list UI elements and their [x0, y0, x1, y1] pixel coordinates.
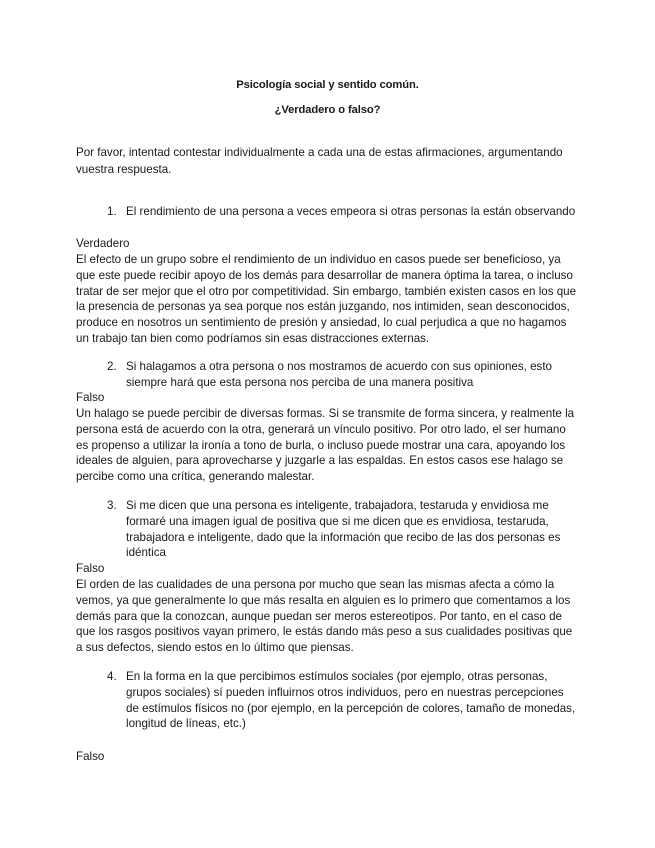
- question-1-explanation: El efecto de un grupo sobre el rendimiento de un individuo en casos puede ser beneficioso, ya que este puede recibir apoyo de los demás para desarrollar de manera óptima la tarea, o incluso tratar de ser mejor que el otro por competitividad. Sin embargo, también existen casos en los que la presencia de personas ya sea porque nos están juzgando, nos intimiden, sean desconocidos, produce en nosotros un sentimiento de presión y ansiedad, lo cual perjudica a que no hagamos un trabajo tan bien como podríamos sin esas distracciones externas.: [76, 253, 577, 345]
- question-4-statement: En la forma en la que percibimos estímulos sociales (por ejemplo, otras personas, grupos sociales) sí pueden influirnos otros individuos, pero en nuestras percepciones de estímulos físicos no (por ejemplo, en la percepción de colores, tamaño de monedas, longitud de líneas, etc.): [126, 670, 576, 731]
- question-4: [107, 669, 577, 732]
- question-1-answer: Verdadero: [76, 237, 130, 250]
- question-4-number: 4.: [107, 670, 117, 683]
- question-3-answer: Falso: [76, 562, 105, 575]
- question-2-explanation: Un halago se puede percibir de diversas formas. Si se transmite de forma sincera, y realmente la persona está de acuerdo con la otra, generará un vínculo positivo. Por otro lado, el ser humano es propenso a utilizar la ironía a tono de burla, o incluso puede mostrar una cara, apoyando los ideales de alguien, para aprovecharse y juzgarle a las espaldas. En estos casos ese halago se percibe como una crítica, generando malestar.: [76, 407, 575, 484]
- question-3-statement: Si me dicen que una persona es inteligente, trabajadora, testaruda y envidiosa me formaré una imagen igual de positiva que si me dicen que es envidiosa, testaruda, trabajadora e inteligente, dado que la información que recibo de las dos personas es idéntica: [126, 499, 561, 560]
- document-title: Psicología social y sentido común.: [236, 79, 419, 91]
- question-3: [107, 498, 577, 561]
- question-3-explanation: El orden de las cualidades de una persona por mucho que sean las mismas afecta a cómo la vemos, ya que generalmente lo que más resalta en alguien es lo primero que comentamos a los demás para que la conozcan, aunque puedan ser meros estereotipos. Por tanto, en el caso de que los rasgos positivos vayan primero, le estás dando más peso a sus cualidades positivas que a sus defectos, siendo estos en lo último que piensas.: [76, 578, 573, 655]
- question-2: [107, 359, 577, 391]
- question-2-statement: Si halagamos a otra persona o nos mostramos de acuerdo con sus opiniones, esto siempre hará que esta persona nos perciba de una manera positiva: [126, 360, 552, 389]
- question-2-answer: Falso: [76, 391, 105, 404]
- question-1-number: 1.: [107, 205, 117, 218]
- question-1: [107, 204, 577, 220]
- question-2-number: 2.: [107, 360, 117, 373]
- intro-paragraph: Por favor, intentad contestar individualmente a cada una de estas afirmaciones, argumentando vuestra respuesta.: [76, 146, 563, 176]
- question-4-answer: Falso: [76, 750, 105, 763]
- question-3-number: 3.: [107, 499, 117, 512]
- question-1-statement: El rendimiento de una persona a veces empeora si otras personas la están observando: [126, 205, 576, 218]
- document-subtitle: ¿Verdadero o falso?: [274, 104, 381, 116]
